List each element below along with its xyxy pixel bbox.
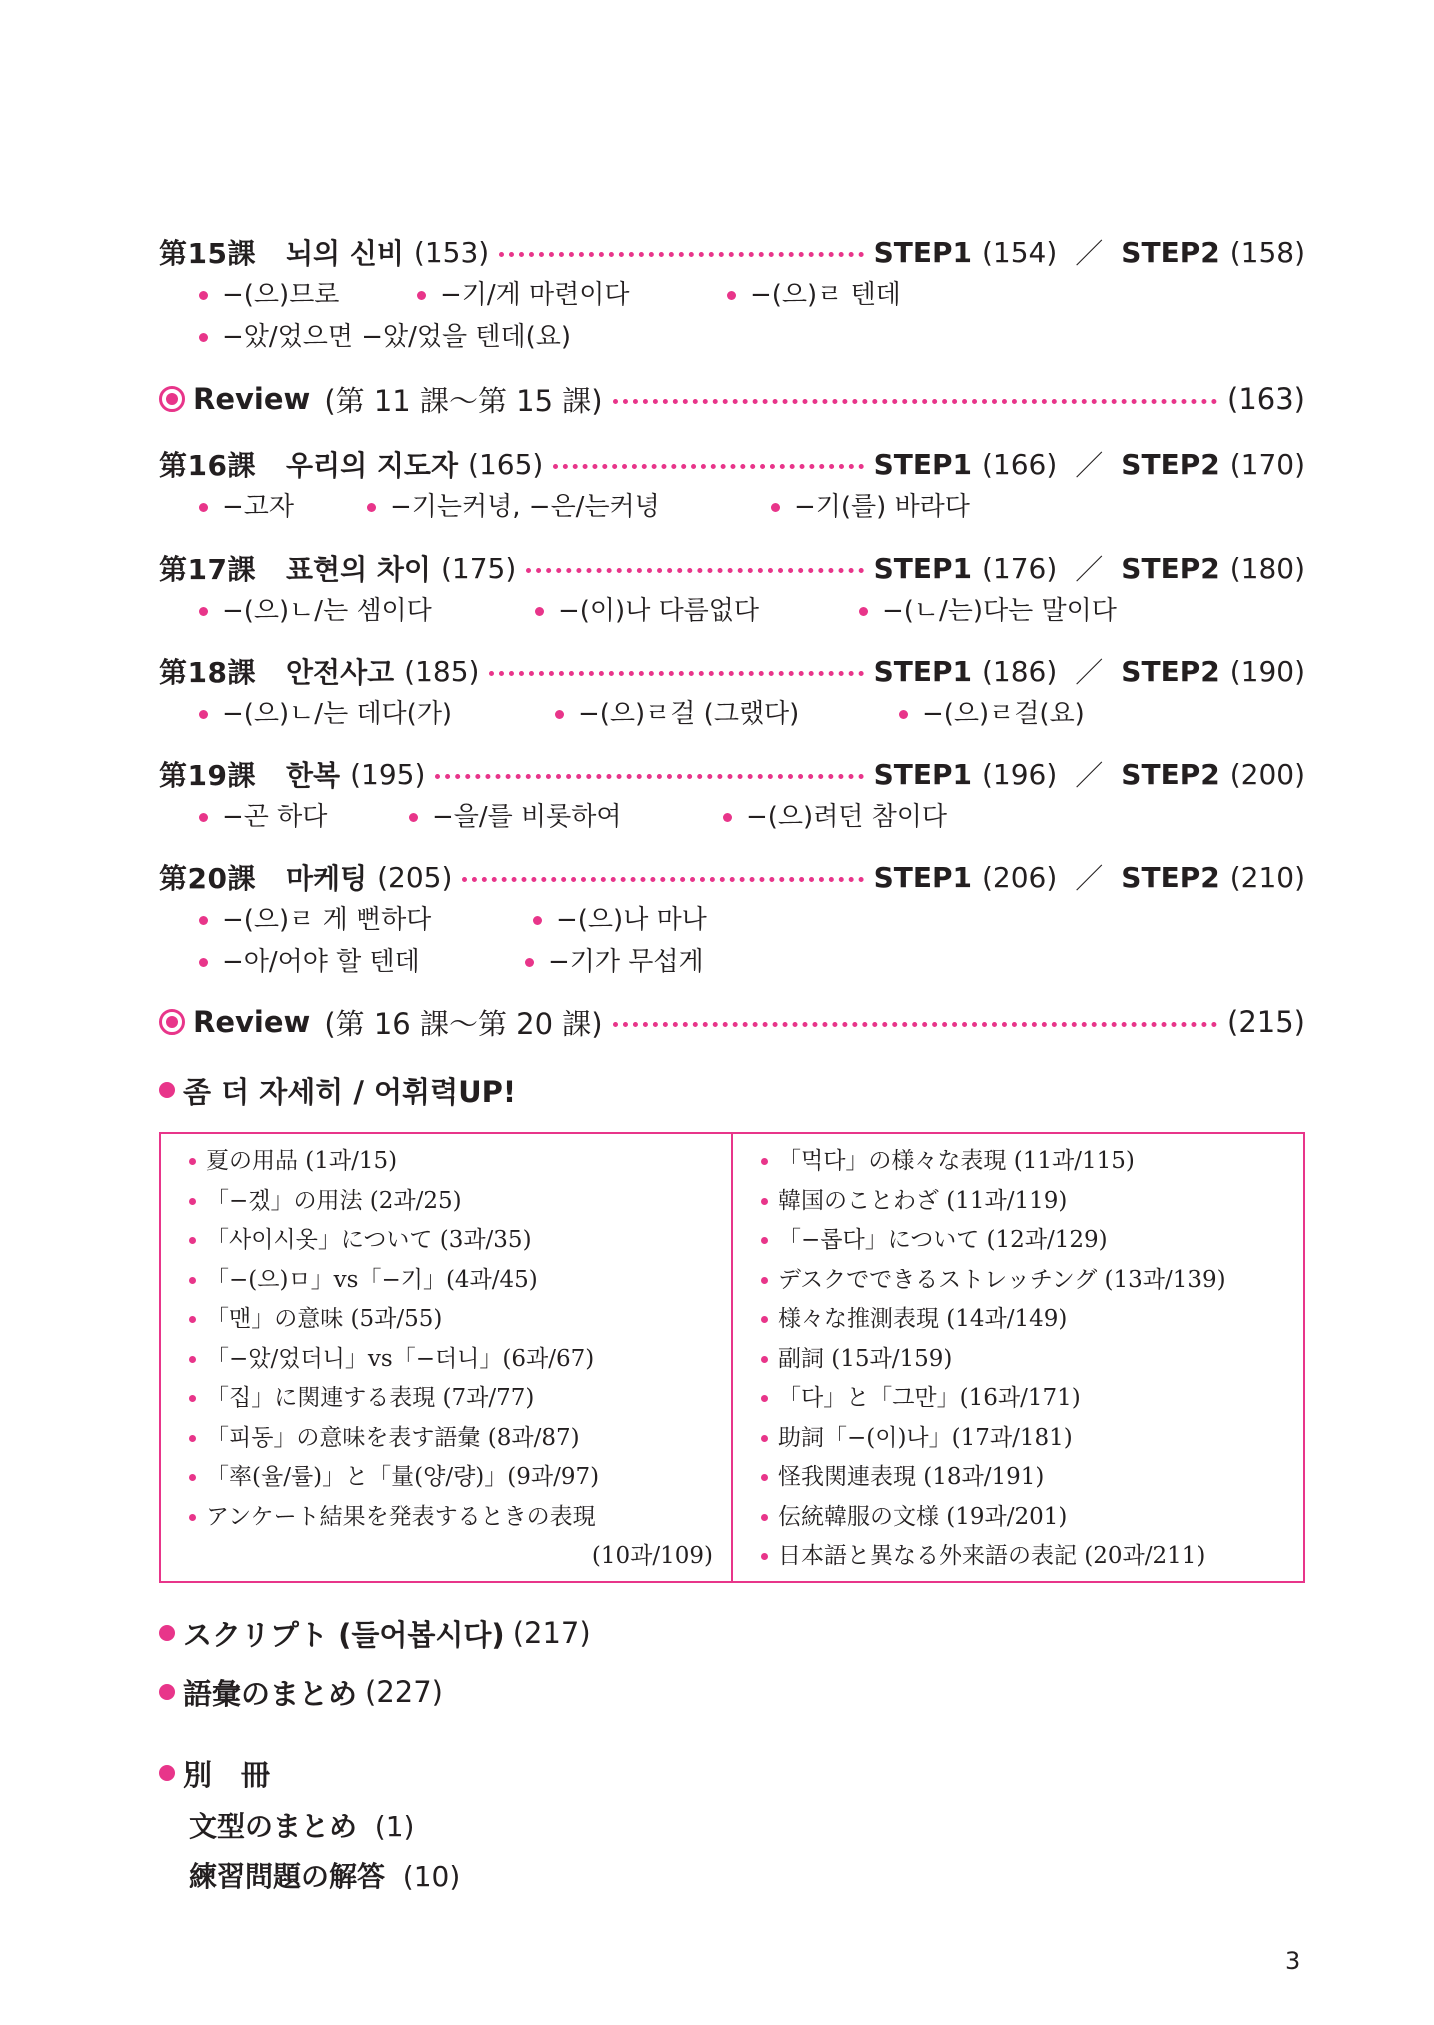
grammar-points [199,486,1305,528]
bullet-icon [159,1082,175,1098]
bullet-icon [761,1474,768,1481]
lesson-17 [159,546,1305,632]
list-item: 「사이시옷」について (3과/35) [189,1221,731,1261]
bullet-icon [199,333,208,342]
step2-page: (210) [1229,860,1305,894]
step2-label: STEP2 [1121,551,1220,585]
bessatsu-item-page: (1) [374,1810,415,1843]
lesson-heading [159,442,1305,486]
bullet-icon [199,813,208,822]
review-page: (163) [1227,382,1305,416]
script-section-page: (217) [512,1616,591,1650]
grammar-point: −아/어야 할 텐데 [199,941,525,983]
bullet-icon [199,607,208,616]
grammar-point: −(으)ㄹ걸 (그랬다) [555,693,899,735]
grammar-point: −(으)므로 [199,274,417,316]
bessatsu-item-label: 文型のまとめ [189,1810,358,1843]
lesson-number: 第15課 [159,237,256,270]
list-item: 「−겠」の用法 (2과/25) [189,1182,731,1222]
bullet-icon [525,958,534,967]
step2-label: STEP2 [1121,860,1220,894]
review-page: (215) [1227,1005,1305,1039]
step2-page: (170) [1229,447,1305,481]
vocab-section-title: 語彙のまとめ [183,1676,358,1711]
separator-slash: ／ [1075,449,1104,482]
bullet-icon [727,291,736,300]
lesson-19 [159,752,1305,838]
target-circle-icon [159,386,185,412]
step2-label: STEP2 [1121,654,1220,688]
script-section [159,1611,591,1655]
step2-page: (200) [1229,757,1305,791]
lesson-16 [159,442,1305,528]
step1-page: (186) [981,654,1058,688]
bullet-icon [189,1277,196,1284]
bullet-icon [723,813,732,822]
step1-page: (206) [981,860,1058,894]
extra-topics-right-column [733,1134,1303,1581]
bullet-icon [189,1158,196,1165]
step1-page: (176) [981,551,1058,585]
step2-page: (158) [1229,235,1305,269]
lesson-20 [159,855,1305,983]
lesson-title: 표현의 차이 [285,553,431,586]
list-item: 「먹다」の様々な表現 (11과/115) [761,1142,1303,1182]
extra-section-heading [159,1068,516,1112]
list-item: 「−(으)ㅁ」vs「−기」(4과/45) [189,1261,731,1301]
bullet-icon [189,1395,196,1402]
bessatsu-title: 別 冊 [183,1757,271,1792]
dot-leader [435,774,863,779]
grammar-point: −기/게 마련이다 [417,274,727,316]
bullet-icon [859,607,868,616]
lesson-title: 뇌의 신비 [285,237,404,270]
review-entry [159,377,1305,421]
bullet-icon [899,710,908,719]
lesson-title: 안전사고 [285,656,395,689]
bullet-icon [189,1356,196,1363]
vocab-section-page: (227) [365,1675,443,1709]
bullet-icon [199,291,208,300]
separator-slash: ／ [1075,553,1104,586]
grammar-point: −(으)ㄹ 텐데 [727,274,901,316]
lesson-number: 第19課 [159,759,256,792]
bullet-icon [189,1435,196,1442]
bullet-icon [199,916,208,925]
bullet-icon [761,1435,768,1442]
grammar-points [199,590,1305,632]
list-item: デスクでできるストレッチング (13과/139) [761,1261,1303,1301]
step1-page: (154) [981,235,1058,269]
grammar-points [199,274,1305,358]
script-section-title: スクリプト (들어봅시다) [183,1617,505,1652]
step2-label: STEP2 [1121,235,1220,269]
bullet-icon [189,1474,196,1481]
bullet-icon [159,1684,175,1700]
bullet-icon [761,1198,768,1205]
bullet-icon [199,958,208,967]
lesson-page: (165) [468,447,544,481]
list-item: 怪我関連表現 (18과/191) [761,1458,1303,1498]
bullet-icon [199,710,208,719]
review-label: Review [193,1005,311,1039]
lesson-heading [159,546,1305,590]
dot-leader [462,877,863,882]
grammar-points [199,693,1305,735]
bullet-icon [533,916,542,925]
bessatsu-section [159,1751,270,1795]
page-number: 3 [1285,1947,1301,1975]
bullet-icon [761,1395,768,1402]
list-item: 助詞「−(이)나」(17과/181) [761,1419,1303,1459]
lesson-title: 마케팅 [285,862,368,895]
target-circle-icon [159,1009,185,1035]
review-range: (第 16 課〜第 20 課) [324,1006,603,1041]
review-label: Review [193,382,311,416]
list-item: 副詞 (15과/159) [761,1340,1303,1380]
dot-leader [613,1022,1217,1027]
list-item: 「率(율/률)」と「量(양/량)」(9과/97) [189,1458,731,1498]
step2-page: (190) [1229,654,1305,688]
grammar-point: −(으)려던 참이다 [723,796,947,838]
step2-label: STEP2 [1121,447,1220,481]
lesson-page: (195) [350,757,426,791]
step1-label: STEP1 [873,757,972,791]
lesson-heading [159,649,1305,693]
lesson-number: 第17課 [159,553,256,586]
extra-topics-box [159,1132,1305,1583]
lesson-18 [159,649,1305,735]
step1-label: STEP1 [873,551,972,585]
bullet-icon [189,1316,196,1323]
separator-slash: ／ [1075,237,1104,270]
list-item-continuation: (10과/109) [591,1543,713,1569]
grammar-point: −기는커녕, −은/는커녕 [367,486,771,528]
bullet-icon [535,607,544,616]
grammar-point: −았/었으면 −았/었을 텐데(요) [199,316,571,358]
grammar-point: −을/를 비롯하여 [409,796,723,838]
step1-page: (196) [981,757,1058,791]
extra-section-title: 좀 더 자세히 / 어휘력UP! [183,1074,517,1109]
vocab-section [159,1670,443,1714]
grammar-point: −기가 무섭게 [525,941,704,983]
list-item: 日本語と異なる外来語の表記 (20과/211) [761,1537,1303,1577]
step2-page: (180) [1229,551,1305,585]
bessatsu-item [189,1805,414,1845]
lesson-number: 第16課 [159,449,256,482]
bullet-icon [189,1237,196,1244]
list-item: 「−롭다」について (12과/129) [761,1221,1303,1261]
separator-slash: ／ [1075,759,1104,792]
list-item: 伝統韓服の文様 (19과/201) [761,1498,1303,1538]
lesson-heading [159,855,1305,899]
bullet-icon [761,1316,768,1323]
bullet-icon [367,503,376,512]
lesson-title: 한복 [285,759,341,792]
list-item: アンケート結果を発表するときの表現 [189,1498,731,1538]
step2-label: STEP2 [1121,757,1220,791]
list-item: 「맨」の意味 (5과/55) [189,1300,731,1340]
review-entry [159,1000,1305,1044]
lesson-page: (185) [404,654,480,688]
list-item: 「집」に関連する表現 (7과/77) [189,1379,731,1419]
dot-leader [489,671,863,676]
list-item: 「다」と「그만」(16과/171) [761,1379,1303,1419]
grammar-point: −곤 하다 [199,796,409,838]
grammar-point: −(으)ㄴ/는 셈이다 [199,590,535,632]
lesson-number: 第20課 [159,862,256,895]
list-item: 「피동」の意味を表す語彙 (8과/87) [189,1419,731,1459]
lesson-15 [159,230,1305,358]
grammar-point: −고자 [199,486,367,528]
grammar-point: −기(를) 바라다 [771,486,970,528]
grammar-point: −(으)나 마나 [533,899,707,941]
lesson-number: 第18課 [159,656,256,689]
dot-leader [499,252,863,257]
step1-label: STEP1 [873,447,972,481]
step1-label: STEP1 [873,654,972,688]
bullet-icon [555,710,564,719]
lesson-heading [159,752,1305,796]
bullet-icon [417,291,426,300]
bullet-icon [761,1158,768,1165]
grammar-point: −(ㄴ/는)다는 말이다 [859,590,1117,632]
grammar-point: −(으)ㄹ걸(요) [899,693,1085,735]
step1-label: STEP1 [873,860,972,894]
bullet-icon [189,1198,196,1205]
bullet-icon [761,1553,768,1560]
bullet-icon [761,1237,768,1244]
lesson-page: (153) [413,235,490,269]
grammar-points [199,899,1305,983]
bullet-icon [199,503,208,512]
separator-slash: ／ [1075,862,1104,895]
grammar-point: −(이)나 다름없다 [535,590,859,632]
bullet-icon [761,1277,768,1284]
list-item: 「−았/었더니」vs「−더니」(6과/67) [189,1340,731,1380]
bessatsu-item-label: 練習問題の解答 [189,1860,386,1893]
lesson-page: (205) [377,860,453,894]
step1-page: (166) [981,447,1058,481]
lesson-heading [159,230,1305,274]
review-range: (第 11 課〜第 15 課) [324,383,603,418]
lesson-page: (175) [440,551,517,585]
list-item: 夏の用品 (1과/15) [189,1142,731,1182]
grammar-point: −(으)ㄹ 게 뻔하다 [199,899,533,941]
dot-leader [553,464,863,469]
bullet-icon [189,1514,196,1521]
bessatsu-item [189,1855,460,1895]
bullet-icon [771,503,780,512]
bullet-icon [159,1765,175,1781]
step1-label: STEP1 [873,235,972,269]
grammar-points [199,796,1305,838]
bullet-icon [159,1625,175,1641]
dot-leader [613,399,1217,404]
bullet-icon [409,813,418,822]
bessatsu-item-page: (10) [402,1860,461,1893]
list-item: 様々な推測表現 (14과/149) [761,1300,1303,1340]
extra-topics-left-column [161,1134,733,1581]
bullet-icon [761,1514,768,1521]
bullet-icon [761,1356,768,1363]
separator-slash: ／ [1075,656,1104,689]
list-item: 韓国のことわざ (11과/119) [761,1182,1303,1222]
grammar-point: −(으)ㄴ/는 데다(가) [199,693,555,735]
dot-leader [526,568,863,573]
lesson-title: 우리의 지도자 [285,449,459,482]
